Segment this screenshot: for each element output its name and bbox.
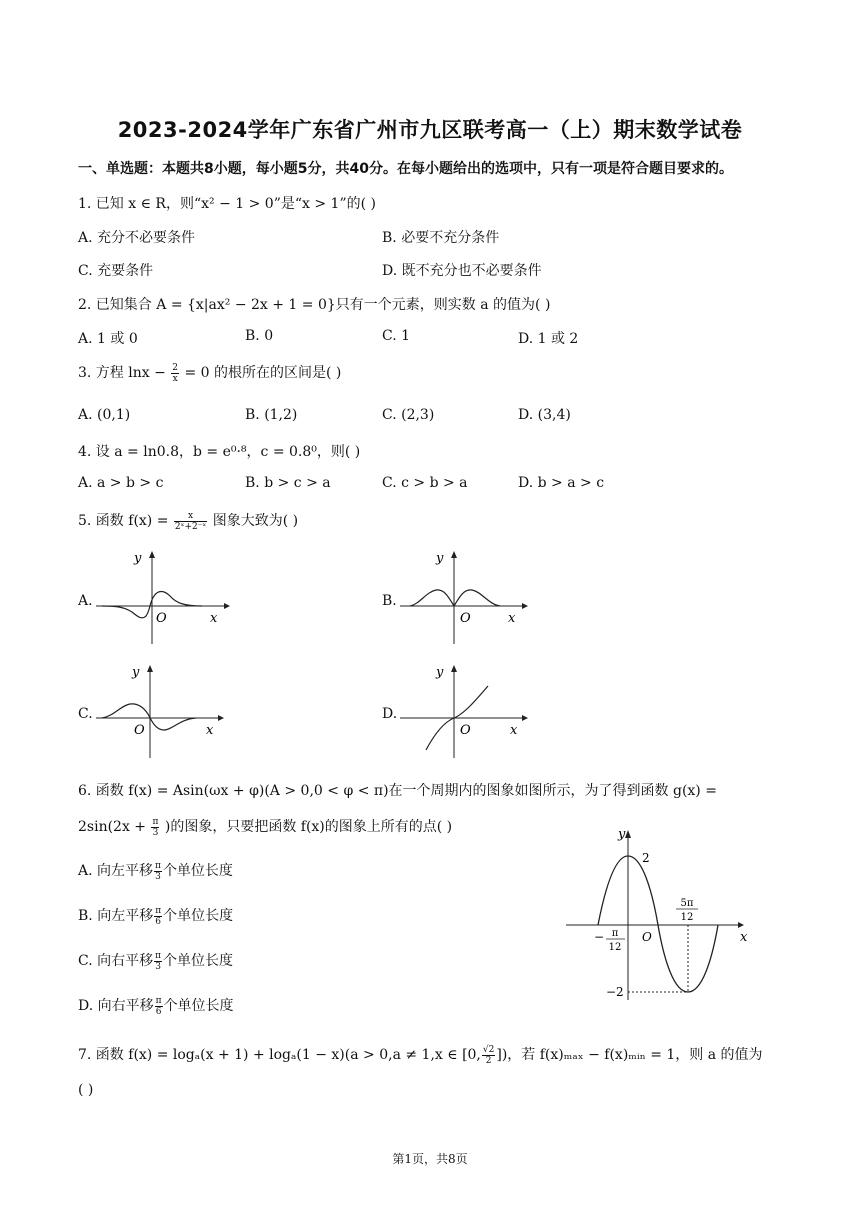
q4-option-c: C. c > b > a	[382, 475, 468, 491]
q1-option-d: D. 既不充分也不必要条件	[382, 263, 542, 279]
q6-graph-x-label: x	[740, 930, 748, 945]
q5b-y-label: y	[436, 551, 444, 566]
q6-a-pre: A. 向左平移	[78, 863, 154, 879]
q5d-o-label: O	[460, 723, 471, 738]
q6-sine-graph	[562, 824, 758, 1002]
q7-frac-den: 2	[485, 1055, 492, 1066]
question-3-stem	[78, 362, 341, 384]
q2-option-c: C. 1	[382, 328, 411, 344]
q4-option-a: A. a > b > c	[78, 475, 164, 491]
question-4-stem: 4. 设 a = ln0.8，b = e⁰·⁸，c = 0.8⁰，则( )	[78, 444, 361, 460]
q6-graph-y-label: y	[618, 827, 626, 842]
q6-c-frac	[154, 951, 162, 972]
q3-option-c: C. (2,3)	[382, 407, 435, 423]
q6-graph-max-label: 2	[642, 851, 650, 865]
q6-d-num: π	[155, 995, 162, 1006]
q3-option-b: B. (1,2)	[245, 407, 298, 423]
q4-option-d: D. b > a > c	[518, 475, 605, 491]
q6-b-frac	[154, 906, 162, 927]
question-1-stem: 1. 已知 x ∈ R，则“x² − 1 > 0”是“x > 1”的( )	[78, 196, 376, 212]
q7-frac-num: √2	[482, 1044, 495, 1055]
q6-a-post: 个单位长度	[162, 863, 233, 879]
q3-fraction	[171, 363, 179, 384]
q6-stem2-pre: 2sin(2x +	[78, 819, 147, 835]
q5c-o-label: O	[134, 723, 145, 738]
q5a-x-label: x	[210, 611, 218, 626]
q7-stem-post: ])，若 f(x)ₘₐₓ − f(x)ₘᵢₙ = 1，则 a 的值为	[496, 1047, 763, 1063]
question-6-stem-line2	[78, 816, 452, 838]
page-title: 2023-2024学年广东省广州市九区联考高一（上）期末数学试卷	[117, 118, 743, 142]
question-6-stem-line1: 6. 函数 f(x) = Asin(ωx + φ)(A > 0,0 < φ < π)在一个周期内的图象如图所示，为了得到函数 g(x) =	[78, 783, 717, 799]
q6-b-pre: B. 向左平移	[78, 908, 154, 924]
q3-frac-num: 2	[172, 362, 179, 373]
question-2-stem: 2. 已知集合 A = {x|ax² − 2x + 1 = 0}只有一个元素，则实数 a 的值为( )	[78, 297, 551, 313]
q5-graph-d	[396, 660, 536, 760]
q6-option-b	[78, 905, 233, 927]
q5c-x-label: x	[206, 723, 214, 738]
q6-d-pre: D. 向右平移	[78, 998, 154, 1014]
q6-d-post: 个单位长度	[163, 998, 234, 1014]
q7-fraction	[482, 1045, 495, 1066]
q7-stem-pre: 7. 函数 f(x) = logₐ(x + 1) + logₐ(1 − x)(a > 0,a ≠ 1,x ∈ [0,	[78, 1047, 481, 1063]
q5-graph-c	[92, 660, 232, 760]
q5-option-c-label: C.	[78, 706, 93, 722]
q6-graph-right-den: 12	[680, 912, 694, 923]
section-heading: 一、单选题：本题共8小题，每小题5分，共40分。在每小题给出的选项中，只有一项是符合题目要求的。	[78, 161, 733, 177]
q5d-y-label: y	[436, 665, 444, 680]
q5b-x-label: x	[508, 611, 516, 626]
q3-stem-pre: 3. 方程 lnx −	[78, 365, 166, 381]
q5d-x-label: x	[510, 723, 518, 738]
q5-graph-a	[92, 546, 232, 646]
q5-option-d-label: D.	[382, 706, 398, 722]
q6-c-den: 3	[155, 961, 161, 972]
q6-graph-o-label: O	[642, 930, 652, 944]
q6-graph-left-den: 12	[608, 942, 622, 953]
q1-option-a: A. 充分不必要条件	[78, 230, 196, 246]
q1-option-c: C. 充要条件	[78, 263, 154, 279]
q6-option-d	[78, 995, 234, 1017]
q6-b-den: 6	[155, 916, 162, 927]
q2-option-d: D. 1 或 2	[518, 331, 579, 347]
q5-stem-post: 图象大致为( )	[212, 513, 299, 529]
q6-graph-left-sign: −	[594, 930, 605, 944]
q5-graph-b	[396, 546, 536, 646]
q5-frac-num: x	[174, 511, 207, 522]
q6-c-pre: C. 向右平移	[78, 953, 154, 969]
q3-frac-den: x	[172, 373, 178, 384]
question-5-stem	[78, 510, 298, 532]
q4-option-b: B. b > c > a	[245, 475, 331, 491]
q6-b-post: 个单位长度	[163, 908, 234, 924]
q5a-o-label: O	[156, 611, 167, 626]
q2-option-b: B. 0	[245, 328, 274, 344]
q6-option-a	[78, 860, 233, 882]
question-7-stem-line1	[78, 1044, 763, 1066]
q6-d-frac	[155, 996, 163, 1017]
q5-option-a-label: A.	[78, 593, 93, 609]
q5-option-b-label: B.	[382, 593, 397, 609]
q6-d-den: 6	[155, 1006, 162, 1017]
q6-a-frac	[154, 861, 162, 882]
q6-graph-min-label: −2	[606, 985, 624, 999]
q3-option-a: A. (0,1)	[78, 407, 131, 423]
q6-option-c	[78, 950, 233, 972]
q2-option-a: A. 1 或 0	[78, 331, 138, 347]
q6-a-den: 3	[155, 871, 161, 882]
q6-a-num: π	[155, 860, 161, 871]
q6-stem-frac-den: 3	[152, 827, 159, 838]
q3-option-d: D. (3,4)	[518, 407, 571, 423]
q6-stem-fraction	[151, 817, 159, 838]
q6-graph-left-num: π	[611, 928, 619, 939]
q6-graph-right-num: 5π	[680, 898, 694, 909]
q5-frac-den: 2ˣ+2⁻ˣ	[174, 521, 207, 532]
q3-stem-post: = 0 的根所在的区间是( )	[184, 365, 342, 381]
q6-c-num: π	[155, 950, 162, 961]
q5b-o-label: O	[460, 611, 471, 626]
page-footer: 第1页，共8页	[392, 1152, 468, 1166]
q5-fraction	[174, 511, 207, 532]
q5a-y-label: y	[134, 551, 142, 566]
q6-stem2-post: )的图象，只要把函数 f(x)的图象上所有的点( )	[164, 819, 453, 835]
q6-b-num: π	[155, 905, 162, 916]
q5c-y-label: y	[132, 665, 140, 680]
q6-stem-frac-num: π	[152, 816, 159, 827]
q5-stem-pre: 5. 函数 f(x) =	[78, 513, 169, 529]
question-7-stem-line2: ( )	[78, 1082, 94, 1098]
q6-c-post: 个单位长度	[163, 953, 234, 969]
q1-option-b: B. 必要不充分条件	[382, 230, 500, 246]
